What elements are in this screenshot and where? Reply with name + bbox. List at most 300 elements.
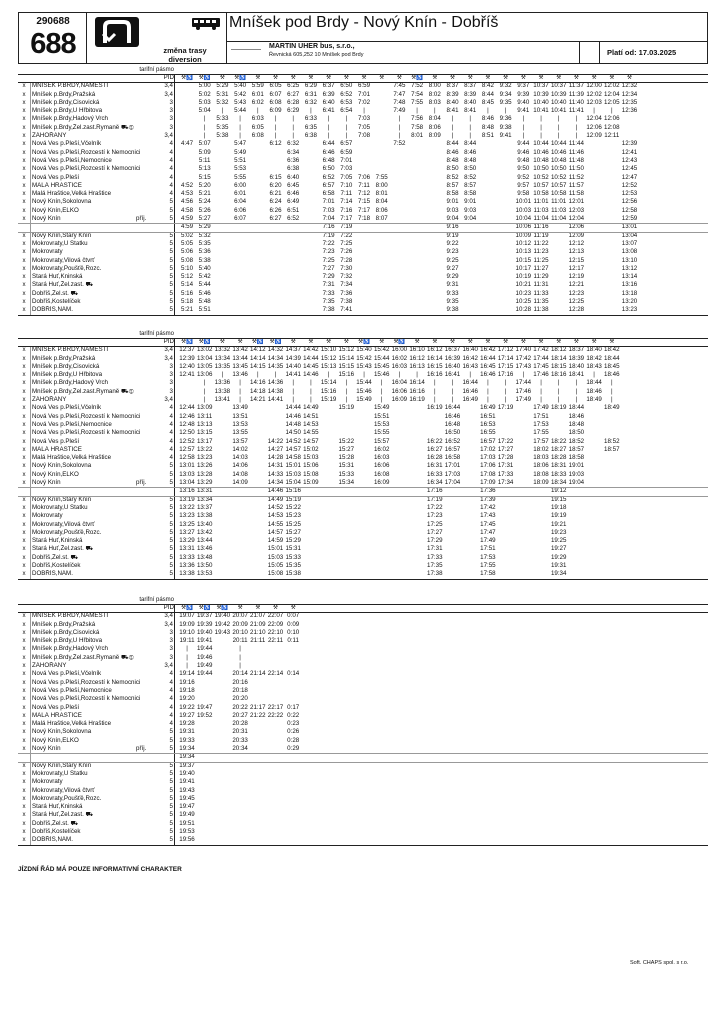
stop-flag: x bbox=[22, 454, 26, 462]
tariff-zone: 3 bbox=[169, 379, 173, 387]
service-symbol: ⚒ bbox=[520, 339, 526, 345]
departure-time: 16:09 bbox=[391, 396, 408, 404]
departure-time: 19:11 bbox=[179, 637, 195, 645]
departure-time: 18:44 bbox=[604, 354, 620, 362]
departure-time: 16:19 bbox=[409, 396, 425, 404]
departure-time: 19:52 bbox=[196, 711, 213, 719]
departure-time: 11:22 bbox=[533, 239, 549, 247]
departure-time: | bbox=[451, 123, 454, 131]
departure-time: 6:05 bbox=[269, 82, 282, 90]
departure-time: 11:41 bbox=[568, 107, 584, 115]
departure-time: 14:50 bbox=[285, 429, 301, 437]
departure-time: 7:38 bbox=[340, 298, 353, 306]
departure-time: 22:14 bbox=[267, 670, 284, 678]
tariff-zone: 3,4 bbox=[164, 354, 173, 362]
departure-time: 13:01 bbox=[621, 223, 638, 231]
stop-name bbox=[32, 745, 162, 753]
departure-time: 17:19 bbox=[427, 495, 443, 503]
stop-name: Mokrovraty,Vilová čtvrť bbox=[32, 786, 95, 794]
departure-time: 10:09 bbox=[515, 231, 532, 239]
departure-time: 7:47 bbox=[393, 90, 406, 98]
tariff-zone: 3,4 bbox=[164, 662, 173, 670]
table-row bbox=[18, 240, 708, 248]
service-symbol: ⚒ bbox=[343, 339, 349, 345]
stop-name: MALÁ HRAŠTICE bbox=[32, 445, 82, 453]
departure-time: 9:03 bbox=[446, 206, 459, 214]
departure-time: 8:42 bbox=[481, 82, 494, 90]
departure-time: | bbox=[469, 123, 471, 131]
departure-time: 12:06 bbox=[568, 223, 585, 231]
departure-time: 15:34 bbox=[338, 479, 355, 487]
departure-time: 14:46 bbox=[285, 412, 301, 420]
departure-time: 16:06 bbox=[373, 462, 390, 470]
departure-time: 6:46 bbox=[322, 148, 335, 156]
stop-name: Mokrovraty,U Statku bbox=[32, 769, 88, 777]
departure-time: 6:38 bbox=[287, 165, 300, 173]
departure-time: 5:02 bbox=[198, 90, 211, 98]
service-symbol: ⚒ bbox=[219, 75, 225, 81]
stop-flag: x bbox=[22, 429, 26, 437]
departure-time: 9:23 bbox=[446, 248, 459, 256]
tariff-zone: 5 bbox=[169, 553, 173, 561]
departure-time: 13:41 bbox=[214, 396, 231, 404]
departure-time: 11:03 bbox=[551, 206, 567, 214]
departure-time: 14:51 bbox=[303, 412, 319, 420]
departure-time: 12:48 bbox=[179, 420, 195, 428]
departure-time: 7:30 bbox=[340, 264, 353, 272]
table-rule bbox=[18, 612, 708, 613]
stop-flag: x bbox=[22, 711, 26, 719]
service-symbol: ⚒ bbox=[432, 75, 438, 81]
tariff-zone: 5 bbox=[169, 215, 173, 223]
departure-time: 14:55 bbox=[267, 520, 284, 528]
departure-time: 5:35 bbox=[198, 239, 211, 247]
pid-label: PID bbox=[163, 604, 174, 611]
departure-time: 5:16 bbox=[180, 289, 194, 297]
departure-time: 5:00 bbox=[198, 82, 211, 90]
departure-time: 19:18 bbox=[179, 686, 195, 694]
table-row bbox=[18, 396, 708, 404]
departure-time: 16:31 bbox=[427, 462, 443, 470]
departure-time: 11:57 bbox=[568, 181, 584, 189]
departure-time: 6:33 bbox=[304, 115, 317, 123]
departure-time: 19:39 bbox=[196, 620, 213, 628]
departure-time: | bbox=[345, 123, 348, 131]
departure-time: 18:58 bbox=[568, 454, 585, 462]
departure-time: 10:46 bbox=[550, 148, 567, 156]
departure-time: | bbox=[239, 132, 241, 140]
departure-time: 14:18 bbox=[250, 387, 266, 395]
departure-time: 14:48 bbox=[285, 420, 301, 428]
departure-time: | bbox=[575, 379, 578, 387]
departure-time: 13:18 bbox=[621, 289, 638, 297]
departure-time: 13:14 bbox=[621, 273, 638, 281]
stop-name: MNÍŠEK P.BRDY,NÁMĚSTÍ bbox=[32, 82, 109, 90]
departure-time: 15:14 bbox=[320, 379, 337, 387]
departure-time: 8:39 bbox=[464, 90, 477, 98]
table-row bbox=[18, 745, 708, 753]
departure-time: 16:37 bbox=[444, 346, 461, 354]
stop-name: Stará Huť,Žel.zast. ⛟ bbox=[32, 281, 94, 289]
departure-time: | bbox=[203, 396, 206, 404]
departure-time: 17:31 bbox=[497, 462, 514, 470]
departure-time: 19:34 bbox=[179, 745, 195, 753]
service-symbol: ⚒ bbox=[609, 75, 615, 81]
departure-time: 14:15 bbox=[250, 362, 266, 370]
departure-time: 16:34 bbox=[427, 479, 443, 487]
departure-time: 13:29 bbox=[196, 479, 213, 487]
departure-time: 8:44 bbox=[464, 140, 477, 148]
service-symbol: ⚒ bbox=[219, 339, 225, 345]
departure-time: 5:38 bbox=[216, 132, 229, 140]
departure-time: 8:04 bbox=[428, 115, 441, 123]
departure-time: | bbox=[256, 371, 259, 379]
departure-time: 15:31 bbox=[285, 545, 301, 553]
departure-time: 19:37 bbox=[196, 612, 213, 620]
tariff-zone: 3,4 bbox=[164, 346, 173, 354]
departure-time: 7:10 bbox=[340, 181, 353, 189]
departure-time: 12:37 bbox=[179, 346, 195, 354]
departure-time: 12:21 bbox=[568, 281, 585, 289]
departure-time: 13:38 bbox=[214, 387, 231, 395]
departure-time: | bbox=[310, 379, 312, 387]
departure-time: | bbox=[469, 371, 471, 379]
departure-time: 7:55 bbox=[375, 173, 388, 181]
stop-name: DOBŘÍŠ,NÁM. bbox=[32, 306, 73, 314]
departure-time: 10:21 bbox=[515, 281, 532, 289]
departure-time: 0:17 bbox=[287, 703, 300, 711]
departure-time: | bbox=[487, 107, 489, 115]
stop-flag: x bbox=[22, 346, 26, 354]
departure-time: 10:57 bbox=[533, 181, 549, 189]
tariff-zone: 5 bbox=[169, 512, 173, 520]
departure-time: 12:17 bbox=[568, 264, 585, 272]
table-row bbox=[18, 645, 708, 653]
departure-time: 4:52 bbox=[180, 181, 194, 189]
departure-time: 19:31 bbox=[179, 728, 195, 736]
departure-time: | bbox=[522, 123, 525, 131]
service-symbol: ⚒ bbox=[308, 339, 314, 345]
stop-name: Nová Ves p.Pleší,Nemocnice bbox=[32, 420, 112, 428]
departure-time: 6:52 bbox=[340, 90, 353, 98]
departure-time: 18:02 bbox=[533, 445, 549, 453]
departure-time: 8:01 bbox=[411, 132, 424, 140]
departure-time: | bbox=[345, 387, 348, 395]
stop-flag: x bbox=[22, 645, 26, 653]
departure-time: 11:01 bbox=[533, 198, 549, 206]
departure-time: 18:16 bbox=[550, 371, 567, 379]
departure-time: 12:36 bbox=[621, 107, 638, 115]
departure-time: 22:22 bbox=[267, 711, 284, 719]
table-row bbox=[18, 637, 708, 645]
tariff-zone: 5 bbox=[169, 264, 173, 272]
departure-time: 15:46 bbox=[373, 371, 390, 379]
departure-time: 0:14 bbox=[287, 670, 300, 678]
departure-time: 7:25 bbox=[322, 256, 335, 264]
service-symbol: ⚒ bbox=[450, 339, 455, 345]
departure-time: 12:41 bbox=[179, 371, 195, 379]
departure-time: 13:32 bbox=[214, 346, 231, 354]
departure-time: 17:42 bbox=[515, 354, 532, 362]
departure-time: 8:58 bbox=[446, 190, 459, 198]
departure-time: | bbox=[186, 662, 188, 670]
tariff-zone: 5 bbox=[169, 836, 173, 844]
departure-time: | bbox=[398, 132, 401, 140]
stop-name: Nový Knín,Starý Knín bbox=[32, 495, 92, 503]
departure-time: 12:58 bbox=[179, 454, 195, 462]
departure-time: 16:28 bbox=[427, 454, 443, 462]
stop-flag: x bbox=[22, 553, 26, 561]
departure-time: 18:44 bbox=[586, 379, 602, 387]
departure-time: 9:58 bbox=[517, 190, 530, 198]
departure-time: 7:41 bbox=[340, 306, 353, 314]
stop-flag: x bbox=[22, 503, 26, 511]
tariff-zone: 5 bbox=[169, 761, 173, 769]
departure-time: 7:03 bbox=[322, 206, 335, 214]
departure-time: 13:13 bbox=[196, 420, 213, 428]
departure-time: 7:16 bbox=[322, 223, 335, 231]
departure-time: 13:04 bbox=[196, 354, 213, 362]
tariff-zone: 5 bbox=[169, 470, 173, 478]
service-symbol: ⚒ bbox=[485, 75, 491, 81]
departure-time: 4:47 bbox=[180, 140, 194, 148]
departure-time: 7:19 bbox=[340, 223, 353, 231]
tariff-zone: 4 bbox=[169, 437, 173, 445]
departure-time: 9:38 bbox=[446, 306, 459, 314]
departure-time: 10:57 bbox=[550, 181, 567, 189]
departure-time: 11:31 bbox=[533, 281, 549, 289]
stop-flag: x bbox=[22, 769, 26, 777]
service-symbol: ⚒ bbox=[627, 75, 632, 81]
departure-time: | bbox=[239, 662, 241, 670]
departure-time: | bbox=[292, 387, 294, 395]
stop-flag: x bbox=[22, 662, 26, 670]
tariff-zone: 3,4 bbox=[164, 90, 173, 98]
departure-time: 14:14 bbox=[250, 354, 266, 362]
departure-time: 7:05 bbox=[340, 173, 353, 181]
departure-time: 16:46 bbox=[444, 412, 461, 420]
departure-time: 9:03 bbox=[464, 206, 477, 214]
departure-time: 6:28 bbox=[287, 98, 300, 106]
departure-time: 19:56 bbox=[179, 836, 195, 844]
tariff-zone: 3 bbox=[169, 123, 173, 131]
departure-time: 7:17 bbox=[340, 215, 353, 223]
departure-time: 15:12 bbox=[338, 346, 355, 354]
departure-time: 8:51 bbox=[481, 132, 494, 140]
departure-time: 12:05 bbox=[604, 98, 620, 106]
stop-name: Nová Ves p.Pleší bbox=[32, 703, 80, 711]
departure-time: 22:07 bbox=[267, 612, 284, 620]
departure-time: | bbox=[504, 107, 507, 115]
departure-time: 15:27 bbox=[285, 528, 301, 536]
departure-time: 18:50 bbox=[568, 429, 585, 437]
departure-time: 16:10 bbox=[409, 346, 425, 354]
table-row bbox=[18, 836, 708, 844]
departure-time: 12:50 bbox=[179, 429, 195, 437]
departure-time: | bbox=[540, 132, 542, 140]
departure-time: 11:52 bbox=[568, 173, 584, 181]
departure-time: 6:26 bbox=[269, 206, 282, 214]
departure-time: 19:28 bbox=[179, 720, 195, 728]
tariff-zone: 4 bbox=[169, 454, 173, 462]
departure-time: | bbox=[575, 396, 578, 404]
diversion-label: změna trasy diversion bbox=[163, 46, 207, 64]
departure-time: 11:19 bbox=[533, 231, 549, 239]
departure-time: 13:53 bbox=[196, 570, 213, 578]
departure-time: | bbox=[345, 379, 348, 387]
departure-time: 15:01 bbox=[267, 545, 284, 553]
stop-name: DOBŘÍŠ,NÁM. bbox=[32, 836, 73, 844]
departure-time: 13:11 bbox=[197, 412, 213, 420]
departure-time: 12:04 bbox=[586, 115, 602, 123]
service-symbol: ⚒ bbox=[591, 75, 597, 81]
departure-time: 8:44 bbox=[446, 140, 459, 148]
departure-time: 5:29 bbox=[216, 82, 229, 90]
service-symbol: ⚒ bbox=[396, 75, 402, 81]
departure-time: 18:40 bbox=[586, 346, 602, 354]
departure-time: 12:46 bbox=[179, 412, 195, 420]
departure-time: 17:28 bbox=[497, 454, 514, 462]
departure-time: 16:09 bbox=[373, 479, 390, 487]
departure-time: 18:57 bbox=[568, 445, 585, 453]
tariff-zone: 5 bbox=[169, 520, 173, 528]
departure-time: 16:33 bbox=[427, 470, 443, 478]
departure-time: 7:02 bbox=[357, 98, 371, 106]
departure-time: | bbox=[575, 115, 578, 123]
departure-time: 9:44 bbox=[517, 140, 530, 148]
departure-time: 7:58 bbox=[411, 123, 424, 131]
table-border bbox=[30, 612, 31, 845]
departure-time: 14:52 bbox=[267, 503, 284, 511]
stop-name: Stará Huť,Kninská bbox=[32, 537, 83, 545]
departure-time: 16:46 bbox=[480, 371, 496, 379]
tariff-zone: 3 bbox=[169, 107, 173, 115]
departure-time: | bbox=[274, 115, 277, 123]
departure-time: 17:08 bbox=[480, 470, 496, 478]
stop-flag: x bbox=[22, 528, 26, 536]
stop-name: ZÁHOŘANY bbox=[32, 662, 67, 670]
departure-time: | bbox=[557, 396, 560, 404]
departure-time: 16:40 bbox=[462, 346, 478, 354]
departure-time: 13:53 bbox=[232, 420, 248, 428]
departure-time: 6:59 bbox=[340, 148, 353, 156]
tariff-zone: 4 bbox=[169, 686, 173, 694]
departure-time: 17:23 bbox=[427, 512, 443, 520]
stop-name: Dobříš,Kostelíček bbox=[32, 298, 81, 306]
tariff-zone: 4 bbox=[169, 720, 173, 728]
departure-time: | bbox=[487, 387, 489, 395]
departure-time: 7:16 bbox=[340, 206, 353, 214]
departure-time: 18:45 bbox=[604, 362, 620, 370]
departure-time: 0:09 bbox=[287, 620, 300, 628]
departure-time: 13:40 bbox=[196, 520, 213, 528]
departure-time: 8:48 bbox=[481, 123, 494, 131]
stop-name-text: Nový Knín bbox=[32, 479, 61, 487]
departure-time: 19:09 bbox=[179, 620, 195, 628]
departure-time: 15:31 bbox=[338, 462, 355, 470]
departure-time: | bbox=[575, 132, 578, 140]
service-symbol: ⚒ bbox=[343, 75, 349, 81]
departure-time: 16:39 bbox=[444, 354, 461, 362]
departure-time: 14:06 bbox=[232, 462, 248, 470]
departure-time: 7:01 bbox=[340, 156, 353, 164]
table-row bbox=[18, 828, 708, 836]
departure-time: 5:26 bbox=[198, 206, 211, 214]
departure-time: 15:03 bbox=[303, 454, 319, 462]
departure-time: 12:35 bbox=[621, 98, 638, 106]
stop-name: Mokrovraty,U Statku bbox=[32, 239, 88, 247]
departure-time: 19:40 bbox=[196, 628, 213, 636]
departure-time: 13:06 bbox=[196, 371, 213, 379]
stop-name: MALÁ HRAŠTICE bbox=[32, 711, 82, 719]
departure-time: 8:01 bbox=[375, 190, 388, 198]
tariff-zone: 4 bbox=[169, 429, 173, 437]
service-symbol: ⚒♿ bbox=[198, 75, 211, 81]
departure-time: 16:02 bbox=[391, 354, 408, 362]
departure-time: 7:26 bbox=[340, 248, 353, 256]
departure-time: | bbox=[610, 387, 613, 395]
departure-time: 19:44 bbox=[196, 645, 213, 653]
departure-time: 19:33 bbox=[179, 736, 195, 744]
departure-time: 6:12 bbox=[269, 140, 282, 148]
departure-time: 5:55 bbox=[234, 173, 247, 181]
tariff-zone: 4 bbox=[169, 404, 173, 412]
departure-time: 20:22 bbox=[232, 703, 248, 711]
departure-time: 14:44 bbox=[285, 404, 301, 412]
tariff-zone: 5 bbox=[169, 289, 173, 297]
departure-time: 16:16 bbox=[427, 371, 443, 379]
departure-time: 7:27 bbox=[322, 264, 335, 272]
departure-time: 5:46 bbox=[198, 289, 211, 297]
service-symbol: ⚒♿ bbox=[216, 605, 229, 611]
table-row bbox=[18, 795, 708, 803]
tariff-zone: 5 bbox=[169, 745, 173, 753]
departure-time: 9:01 bbox=[446, 198, 459, 206]
stop-flag: x bbox=[22, 745, 26, 753]
departure-time: 14:41 bbox=[285, 371, 301, 379]
departure-time: 11:01 bbox=[551, 198, 567, 206]
departure-time: | bbox=[327, 123, 330, 131]
departure-time: 9:35 bbox=[499, 98, 512, 106]
zone-header bbox=[18, 66, 708, 74]
departure-time: | bbox=[522, 132, 525, 140]
departure-time: 6:27 bbox=[287, 90, 300, 98]
departure-time: 17:42 bbox=[533, 346, 549, 354]
departure-time: 17:49 bbox=[480, 537, 496, 545]
departure-time: 15:25 bbox=[285, 520, 301, 528]
departure-time: 13:16 bbox=[179, 487, 195, 495]
departure-time: 16:42 bbox=[480, 346, 496, 354]
departure-time: 11:58 bbox=[568, 190, 584, 198]
service-symbol: ⚒ bbox=[450, 75, 455, 81]
departure-time: 20:31 bbox=[232, 728, 248, 736]
departure-time: 21:07 bbox=[250, 612, 266, 620]
tariff-zone: 5 bbox=[169, 803, 173, 811]
departure-time: 15:55 bbox=[373, 429, 390, 437]
departure-time: 17:03 bbox=[444, 470, 461, 478]
departure-time: 13:57 bbox=[232, 437, 248, 445]
departure-time: | bbox=[345, 115, 348, 123]
stop-flag: x bbox=[22, 794, 26, 802]
table-rule bbox=[18, 496, 708, 497]
departure-time: 19:44 bbox=[196, 670, 213, 678]
tariff-zone: 4 bbox=[169, 703, 173, 711]
departure-time: 12:44 bbox=[179, 404, 195, 412]
departure-time: 17:44 bbox=[533, 354, 549, 362]
header-separator bbox=[579, 42, 580, 63]
table-rule bbox=[18, 604, 708, 605]
departure-time: 5:20 bbox=[198, 181, 211, 189]
